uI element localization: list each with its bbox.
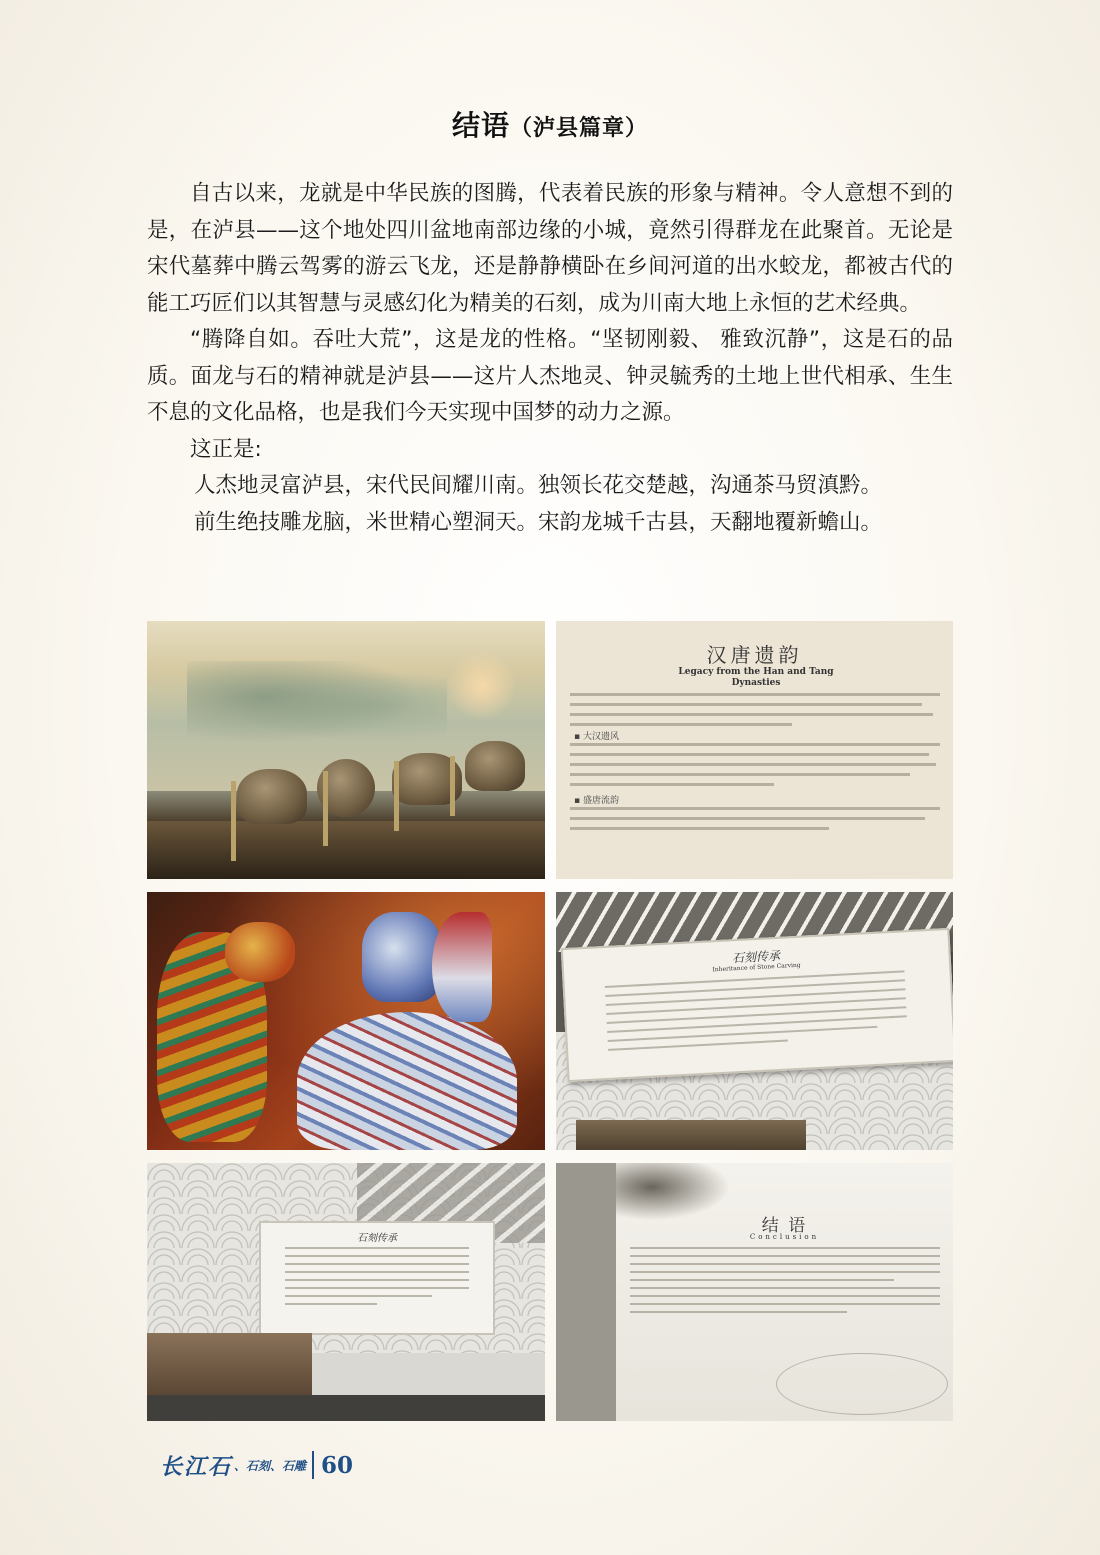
poem-line-1: 人杰地灵富泸县，宋代民间耀川南。独领长花交楚越，沟通茶马贸滇黔。 [194, 473, 883, 498]
paragraph-1: 自古以来，龙就是中华民族的图腾，代表着民族的形象与精神。令人意想不到的是，在泸县——这个地处四川盆地南部边缘的小城，竟然引得群龙在此聚首。无论是宋代墓葬中腾云驾雾的游云飞龙，还是静静横卧在乡间河道的出水蛟龙，都被古代的能工巧匠们以其智慧与灵感幻化为精美的石刻，成为川南大地上永恒的艺术经典。 [147, 181, 953, 316]
panel-text [570, 693, 940, 733]
page-number: 60 [321, 1451, 354, 1479]
paragraph-2: “腾降自如。吞吐大荒”，这是龙的性格。“坚韧刚毅、 雅致沉静”，这是石的品质。面龙与石的精神就是泸县——这片人杰地灵、钟灵毓秀的土地上世代相承、生生不息的文化品格，也是我们今天实现中国梦的动力之源。 [147, 327, 953, 425]
title-sub: （泸县篇章） [510, 116, 649, 141]
stone-slab [576, 1120, 806, 1150]
barrier-post [394, 761, 399, 831]
panel-heading: ▪ 大汉遗风 [574, 732, 619, 742]
exhibit-floor [147, 821, 545, 879]
photo-carving-display [147, 1163, 545, 1421]
stone-dragon-head [237, 769, 307, 824]
photo-conclusion-panel [556, 1163, 953, 1421]
conclusion-board [616, 1163, 953, 1421]
display-base [147, 1395, 545, 1421]
panel-heading: ▪ 盛唐流韵 [574, 796, 619, 806]
article-body [147, 176, 953, 541]
panel-subtitle: Legacy from the Han and Tang Dynasties [678, 667, 834, 688]
page-footer [160, 1447, 353, 1483]
panel-title: 结 语 [761, 1216, 808, 1236]
footer-brand: 长江石 [160, 1453, 233, 1480]
page-title [0, 104, 1100, 144]
dragon-head [225, 922, 295, 982]
poem-lead: 这正是: [190, 436, 262, 462]
title-main: 结语 [451, 109, 510, 142]
photo-legacy-panel [556, 621, 953, 879]
dragon-neck [432, 912, 492, 1022]
mural-light [447, 651, 517, 721]
panel-text [605, 970, 908, 1058]
barrier-post [323, 771, 328, 846]
panel-subtitle: Inheritance of Stone Carving [712, 961, 801, 974]
footer-subtitle: 、石刻、石雕 [234, 1458, 307, 1473]
panel-text [570, 743, 940, 793]
footer-divider [312, 1451, 314, 1479]
photo-inheritance-panel [556, 892, 953, 1150]
dragon-line-art [776, 1353, 948, 1415]
panel-title: 汉唐遗韵 [706, 643, 803, 667]
poem-line-2: 前生绝技雕龙脑，米世精心塑洞天。宋韵龙城千古县，天翻地覆新蟾山。 [194, 509, 883, 535]
photo-exhibition-hall [147, 621, 545, 879]
carved-stone-slab [147, 1333, 312, 1395]
panel-text [630, 1247, 940, 1320]
info-panel [259, 1221, 495, 1335]
porcelain-dragon-body [297, 1012, 517, 1150]
mural-trees [187, 661, 447, 751]
stone-dragon-head [465, 741, 525, 791]
panel-text [285, 1247, 469, 1312]
panel-text [570, 807, 940, 837]
panel-subtitle: Conclusion [749, 1233, 820, 1241]
panel-title: 石刻传承 [357, 1233, 397, 1244]
porcelain-dragon-head [362, 912, 442, 1002]
barrier-post [450, 756, 455, 816]
panel-title: 石刻传承 [731, 948, 781, 966]
info-panel [561, 928, 953, 1082]
photo-dragon-lanterns [147, 892, 545, 1150]
barrier-post [231, 781, 236, 861]
